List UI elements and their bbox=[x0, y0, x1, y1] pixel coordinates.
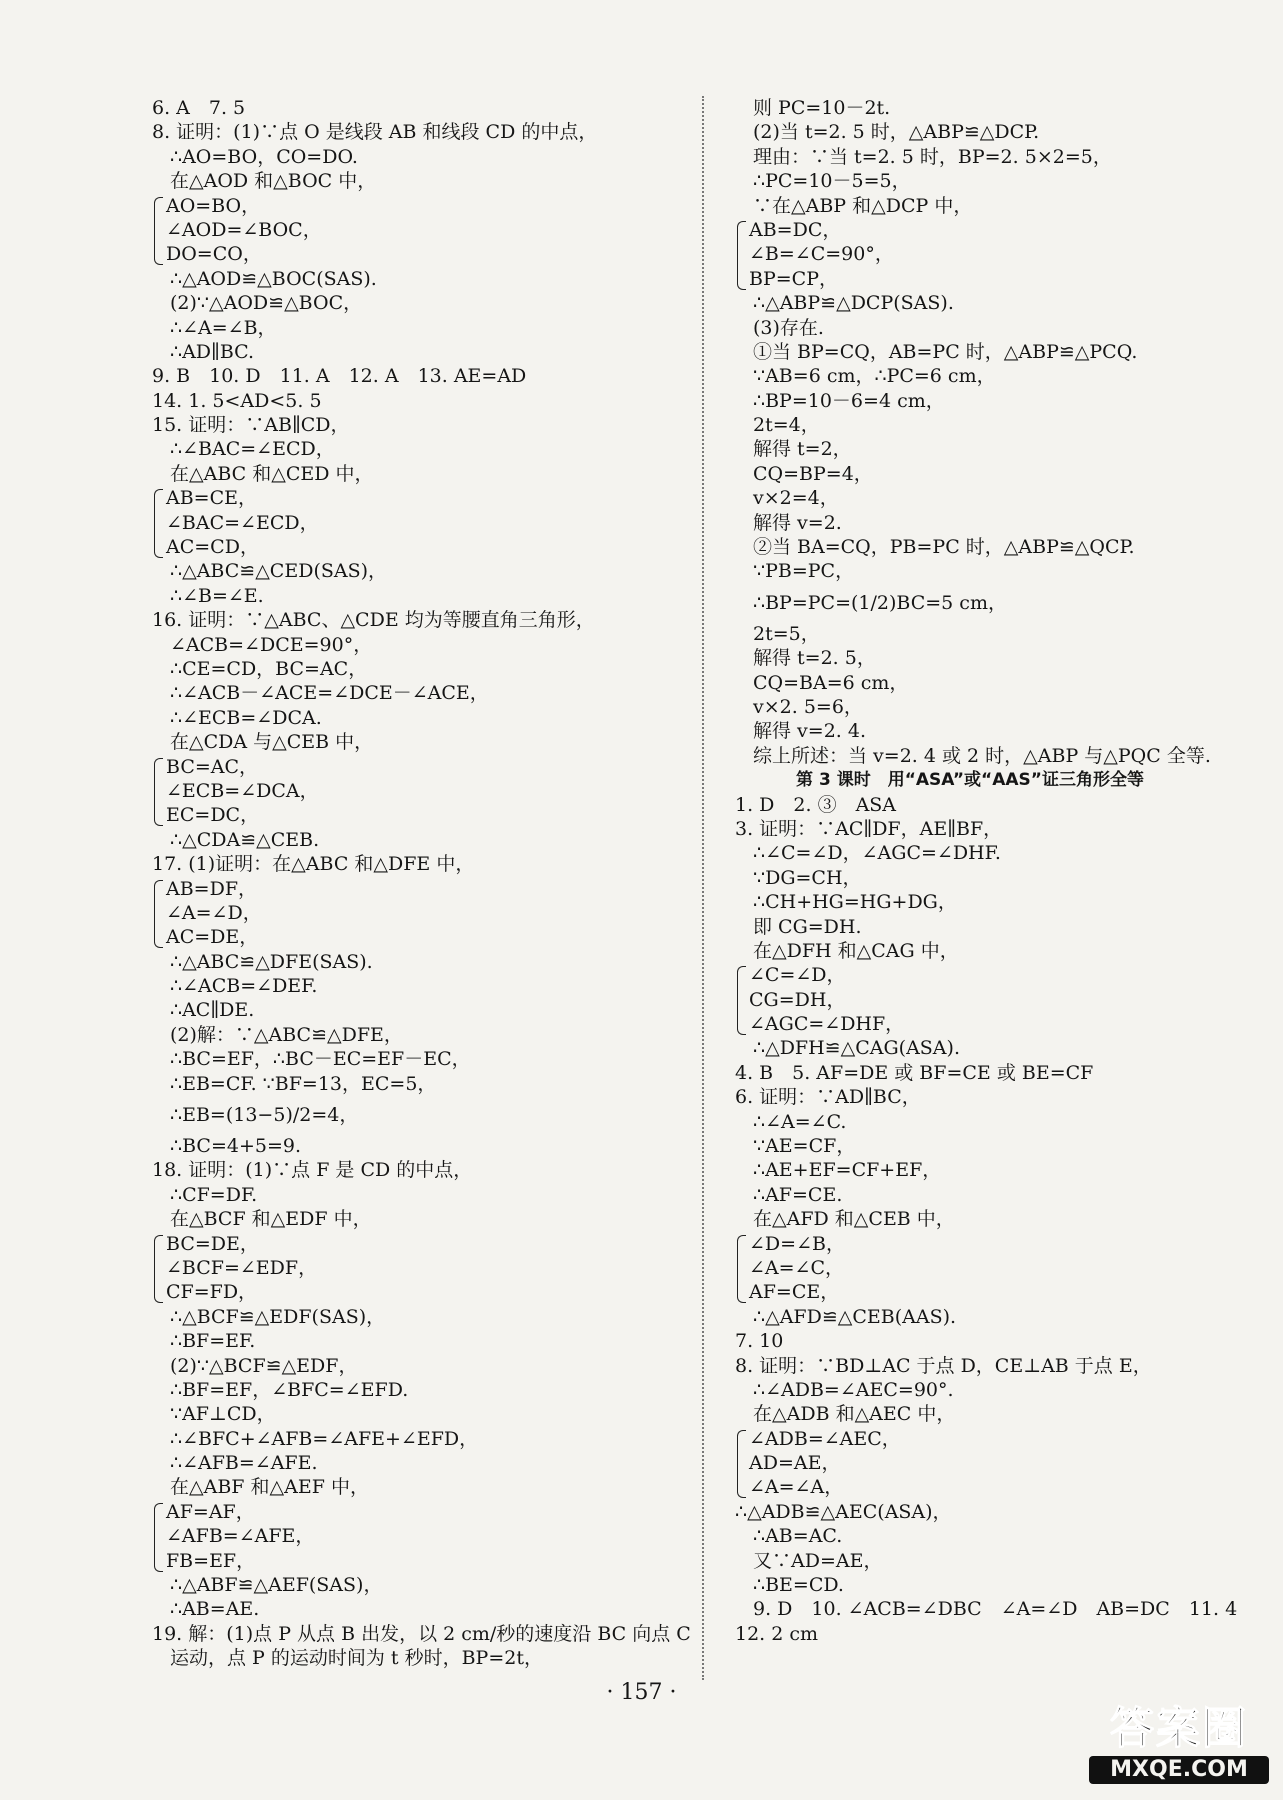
right-line: CG=DH， bbox=[749, 988, 846, 1011]
right-line: CQ=BP=4， bbox=[753, 462, 873, 485]
right-line: 1. D 2. ③ ASA bbox=[735, 793, 897, 816]
right-line: v×2. 5=6， bbox=[753, 695, 863, 718]
right-line: ∴CH+HG=HG+DG， bbox=[753, 891, 957, 914]
left-line: 在△ABF 和△AEF 中， bbox=[170, 1476, 369, 1499]
left-line: ∴BF=EF. bbox=[170, 1330, 256, 1353]
left-line: ∴EB=CF. ∵BF=13，EC=5， bbox=[170, 1072, 437, 1095]
column-divider bbox=[702, 96, 704, 1680]
right-line: AB=DC， bbox=[749, 218, 842, 241]
left-line: ∴BC=4+5=9. bbox=[170, 1135, 302, 1158]
left-line: ∴EB=(13−5)/2=4， bbox=[170, 1104, 359, 1127]
right-line: ∴∠C=∠D，∠AGC=∠DHF. bbox=[753, 842, 1001, 865]
right-line: 在△DFH 和△CAG 中， bbox=[753, 939, 959, 962]
right-column bbox=[735, 96, 1238, 1646]
right-line: ∴AB=AC. bbox=[753, 1525, 843, 1548]
right-line: 解得 t=2. 5， bbox=[753, 647, 876, 670]
left-line: ∴∠BFC+∠AFB=∠AFE+∠EFD， bbox=[170, 1427, 479, 1450]
left-line: EC=DC， bbox=[166, 804, 260, 827]
left-line: ∴CF=DF. bbox=[170, 1183, 258, 1206]
left-line: AF=AF， bbox=[166, 1500, 255, 1523]
left-line: (2)∵△BCF≌△EDF， bbox=[170, 1354, 358, 1377]
right-line: ∠B=∠C=90°， bbox=[749, 243, 894, 266]
right-line: ∴BE=CD. bbox=[753, 1574, 844, 1597]
left-line: (2)∵△AOD≌△BOC， bbox=[170, 292, 363, 315]
left-line: (2)解：∵△ABC≌△DFE， bbox=[170, 1023, 403, 1046]
left-line: 在△AOD 和△BOC 中， bbox=[170, 170, 377, 193]
left-line: AB=DF， bbox=[166, 877, 258, 900]
system-brace bbox=[154, 1235, 163, 1303]
left-line: 在△BCF 和△EDF 中， bbox=[170, 1208, 372, 1231]
left-line: ∠ECB=∠DCA， bbox=[166, 779, 319, 802]
right-line: 2t=5， bbox=[753, 622, 820, 645]
system-brace bbox=[737, 966, 746, 1035]
right-line: AD=AE， bbox=[749, 1452, 841, 1475]
right-line: ∵AE=CF， bbox=[753, 1135, 856, 1158]
right-line: ∠ADB=∠AEC， bbox=[749, 1427, 901, 1450]
left-line: BC=AC， bbox=[166, 755, 259, 778]
right-line: 3. 证明：∵AC∥DF，AE∥BF， bbox=[735, 817, 1003, 840]
right-line: 解得 v=2. 4. bbox=[753, 720, 866, 743]
right-line: ∴△ADB≌△AEC(ASA)， bbox=[735, 1500, 952, 1523]
right-line: ∴∠ADB=∠AEC=90°. bbox=[753, 1378, 954, 1401]
left-line: ∠AOD=∠BOC， bbox=[166, 218, 322, 241]
left-line: ∴∠ACB－∠ACE=∠DCE－∠ACE， bbox=[170, 682, 489, 705]
right-line: ∴AE+EF=CF+EF， bbox=[753, 1159, 942, 1182]
right-line: 6. 证明：∵AD∥BC， bbox=[735, 1086, 921, 1109]
right-line: ∵AB=6 cm，∴PC=6 cm， bbox=[753, 365, 996, 388]
left-line: 15. 证明：∵AB∥CD， bbox=[152, 414, 350, 437]
right-line: 在△AFD 和△CEB 中， bbox=[753, 1208, 955, 1231]
right-line: ∴PC=10－5=5， bbox=[753, 170, 911, 193]
left-line: ∴△ABC≌△DFE(SAS). bbox=[170, 950, 373, 973]
right-line: ∴△DFH≌△CAG(ASA). bbox=[753, 1037, 960, 1060]
right-line: ∴BP=10－6=4 cm， bbox=[753, 389, 945, 412]
right-line: 9. D 10. ∠ACB=∠DBC ∠A=∠D AB=DC 11. 4 bbox=[753, 1598, 1238, 1621]
left-line: CF=FD， bbox=[166, 1281, 258, 1304]
left-line: ∴∠B=∠E. bbox=[170, 584, 264, 607]
left-line: ∠BAC=∠ECD， bbox=[166, 511, 319, 534]
right-line: ①当 BP=CQ，AB=PC 时，△ABP≌△PCQ. bbox=[753, 340, 1138, 363]
left-line: ∴△ABC≌△CED(SAS)， bbox=[170, 560, 388, 583]
left-line: ∴AD∥BC. bbox=[170, 340, 255, 363]
watermark-logo bbox=[1089, 1702, 1269, 1790]
right-line: ∠A=∠C， bbox=[749, 1256, 845, 1279]
left-line: 19. 解：(1)点 P 从点 B 出发，以 2 cm/秒的速度沿 BC 向点 C bbox=[152, 1622, 691, 1645]
left-line: ∠A=∠D， bbox=[166, 901, 262, 924]
left-line: 9. B 10. D 11. A 12. A 13. AE=AD bbox=[152, 365, 527, 388]
right-line: 解得 v=2. bbox=[753, 511, 842, 534]
system-brace bbox=[737, 1430, 746, 1498]
page-number: · 157 · bbox=[606, 1680, 677, 1705]
right-line: CQ=BA=6 cm， bbox=[753, 671, 909, 694]
left-line: AO=BO， bbox=[166, 194, 261, 217]
left-line: 18. 证明：(1)∵点 F 是 CD 的中点， bbox=[152, 1159, 473, 1182]
system-brace bbox=[737, 221, 746, 290]
right-line: ∴BP=PC=(1/2)BC=5 cm， bbox=[753, 591, 1007, 614]
left-line: ∠AFB=∠AFE， bbox=[166, 1525, 315, 1548]
right-line: ∴△ABP≌△DCP(SAS). bbox=[753, 292, 954, 315]
right-line: 12. 2 cm bbox=[735, 1622, 819, 1645]
right-line: 7. 10 bbox=[735, 1330, 784, 1353]
left-line: 17. (1)证明：在△ABC 和△DFE 中， bbox=[152, 853, 475, 876]
right-line: 又∵AD=AE， bbox=[753, 1549, 883, 1572]
right-line: ∵DG=CH， bbox=[753, 866, 862, 889]
left-line: AB=CE， bbox=[166, 487, 258, 510]
left-line: 16. 证明：∵△ABC、△CDE 均为等腰直角三角形， bbox=[152, 609, 595, 632]
right-line: 在△ADB 和△AEC 中， bbox=[753, 1403, 956, 1426]
right-line: ∠AGC=∠DHF， bbox=[749, 1013, 905, 1036]
right-line: 综上所述：当 v=2. 4 或 2 时，△ABP 与△PQC 全等. bbox=[753, 744, 1211, 767]
left-line: AC=CD， bbox=[166, 536, 259, 559]
system-brace bbox=[154, 880, 163, 948]
right-line: BP=CP， bbox=[749, 267, 838, 290]
system-brace bbox=[154, 197, 163, 265]
left-line: 在△CDA 与△CEB 中， bbox=[170, 731, 374, 754]
system-brace bbox=[154, 489, 163, 558]
left-line: ∴△CDA≌△CEB. bbox=[170, 828, 320, 851]
right-line: ∠C=∠D， bbox=[749, 964, 846, 987]
right-line: ∴∠A=∠C. bbox=[753, 1110, 847, 1133]
left-line: ∠ACB=∠DCE=90°， bbox=[170, 633, 373, 656]
left-line: ∴∠ACB=∠DEF. bbox=[170, 975, 318, 998]
right-line: ∴AF=CE. bbox=[753, 1183, 843, 1206]
left-line: ∴BC=EF，∴BC－EC=EF－EC， bbox=[170, 1048, 471, 1071]
left-line: ∴∠BAC=∠ECD， bbox=[170, 438, 335, 461]
left-line: FB=EF， bbox=[166, 1549, 256, 1572]
left-line: ∵AF⊥CD， bbox=[170, 1403, 276, 1426]
right-line: 解得 t=2， bbox=[753, 438, 852, 461]
left-line: ∴BF=EF，∠BFC=∠EFD. bbox=[170, 1378, 409, 1401]
right-line: (2)当 t=2. 5 时，△ABP≌△DCP. bbox=[753, 121, 1040, 144]
left-line: DO=CO， bbox=[166, 243, 262, 266]
right-line: 8. 证明：∵BD⊥AC 于点 D，CE⊥AB 于点 E， bbox=[735, 1354, 1152, 1377]
right-line: ∠D=∠B， bbox=[749, 1232, 845, 1255]
left-line: ∴AB=AE. bbox=[170, 1598, 260, 1621]
right-line: 第 3 课时 用“ASA”或“AAS”证三角形全等 bbox=[796, 770, 1144, 791]
left-line: ∴∠A=∠B， bbox=[170, 316, 277, 339]
right-line: 2t=4， bbox=[753, 414, 820, 437]
left-line: ∴AO=BO，CO=DO. bbox=[170, 145, 358, 168]
left-line: ∴△ABF≌△AEF(SAS)， bbox=[170, 1574, 383, 1597]
left-line: ∠BCF=∠EDF， bbox=[166, 1256, 318, 1279]
left-line: BC=DE， bbox=[166, 1232, 259, 1255]
right-line: (3)存在. bbox=[753, 316, 824, 339]
watermark-url: MXQE.COM bbox=[1089, 1756, 1269, 1784]
left-line: ∴∠ECB=∠DCA. bbox=[170, 706, 322, 729]
right-line: ∵PB=PC， bbox=[753, 560, 855, 583]
left-line: 14. 1. 5<AD<5. 5 bbox=[152, 389, 322, 412]
right-line: ∴△AFD≌△CEB(AAS). bbox=[753, 1305, 957, 1328]
left-line: ∴△AOD≌△BOC(SAS). bbox=[170, 267, 377, 290]
right-line: 则 PC=10－2t. bbox=[753, 97, 891, 119]
left-line: 6. A 7. 5 bbox=[152, 97, 246, 119]
right-line: 理由：∵当 t=2. 5 时，BP=2. 5×2=5， bbox=[753, 145, 1112, 168]
left-line: AC=DE， bbox=[166, 926, 259, 949]
right-line: ∵在△ABP 和△DCP 中， bbox=[753, 194, 973, 217]
system-brace bbox=[154, 758, 163, 826]
watermark-title: 答案圈 bbox=[1110, 1703, 1248, 1754]
system-brace bbox=[737, 1235, 746, 1303]
left-line: 在△ABC 和△CED 中， bbox=[170, 462, 374, 485]
right-line: v×2=4， bbox=[753, 487, 839, 510]
right-line: 4. B 5. AF=DE 或 BF=CE 或 BE=CF bbox=[735, 1061, 1094, 1084]
left-line: 8. 证明：(1)∵点 O 是线段 AB 和线段 CD 的中点， bbox=[152, 121, 598, 144]
left-column bbox=[152, 96, 692, 1671]
right-line: ∠A=∠A， bbox=[749, 1476, 844, 1499]
left-line: ∴△BCF≌△EDF(SAS)， bbox=[170, 1305, 386, 1328]
left-line: ∴AC∥DE. bbox=[170, 999, 255, 1022]
left-line: ∴CE=CD，BC=AC， bbox=[170, 657, 368, 680]
system-brace bbox=[154, 1503, 163, 1572]
right-line: ②当 BA=CQ，PB=PC 时，△ABP≌△QCP. bbox=[753, 536, 1135, 559]
right-line: AF=CE， bbox=[749, 1281, 840, 1304]
right-line: 即 CG=DH. bbox=[753, 915, 862, 938]
left-line: ∴∠AFB=∠AFE. bbox=[170, 1452, 318, 1475]
left-line: 运动，点 P 的运动时间为 t 秒时，BP=2t， bbox=[170, 1647, 543, 1670]
